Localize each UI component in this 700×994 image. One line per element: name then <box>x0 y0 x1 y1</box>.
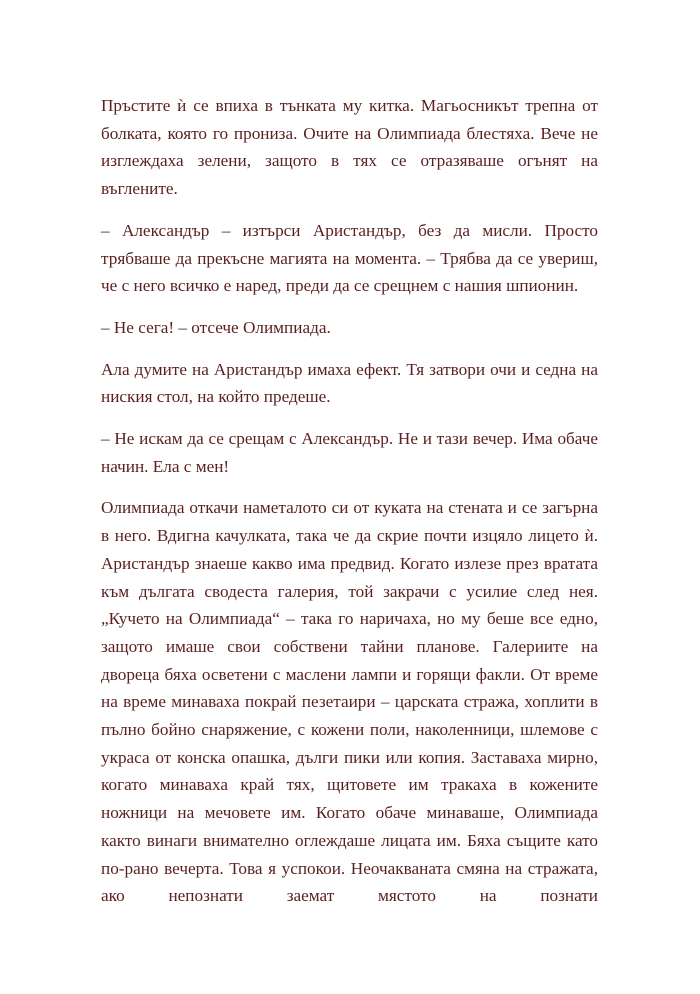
paragraph-3: – Не сега! – отсече Олимпиада. <box>101 317 331 337</box>
paragraph-6: Олимпиада откачи наметалото си от куката на стената и се загърна в него. Вдигна качулката, така че да скрие почти изцяло лицето ѝ. Аристандър знаеше какво има предвид. Когато излезе през вратата към дългата сводеста галерия, той закрачи с усилие след нея. „Кучето на Олимпиада“ – така го наричаха, но му беше все едно, защото имаше свои собствени тайни планове. Галериите на двореца бяха осветени с маслени лампи и горящи факли. От време на време минаваха покрай пезетаири – царската стража, хоплити в пълно бойно снаряжение, с кожени поли, наколенници, шлемове с украса от конска опашка, дълги пики или копия. Заставаха мирно, когато минаваха край тях, щитовете им тракаха в кожените ножници на мечовете им. Когато обаче минаваше, Олимпиада както винаги внимателно оглеждаше лицата им. Бяха същите като по-рано вечерта. Това я успокои. Неочакваната смяна на стражата, ако непознати заемат мястото на познати <box>101 498 598 906</box>
body-text <box>101 92 598 910</box>
paragraph-2: – Александър – изтърси Аристандър, без да мисли. Просто трябваше да прекъсне магията на момента. – Трябва да се увериш, че с него всичко е наред, преди да се срещнем с нашия шпионин. <box>101 220 598 296</box>
paragraph-4: Ала думите на Аристандър имаха ефект. Тя затвори очи и седна на ниския стол, на който предеше. <box>101 359 598 407</box>
paragraph-5: – Не искам да се срещам с Александър. Не и тази вечер. Има обаче начин. Ела с мен! <box>101 429 598 476</box>
paragraph-1: Пръстите ѝ се впиха в тънката му китка. Магьосникът трепна от болката, която го прониза. Очите на Олимпиада блестяха. Вече не изглеждаха зелени, защото в тях се отразяваше огънят на въглените. <box>101 96 598 199</box>
